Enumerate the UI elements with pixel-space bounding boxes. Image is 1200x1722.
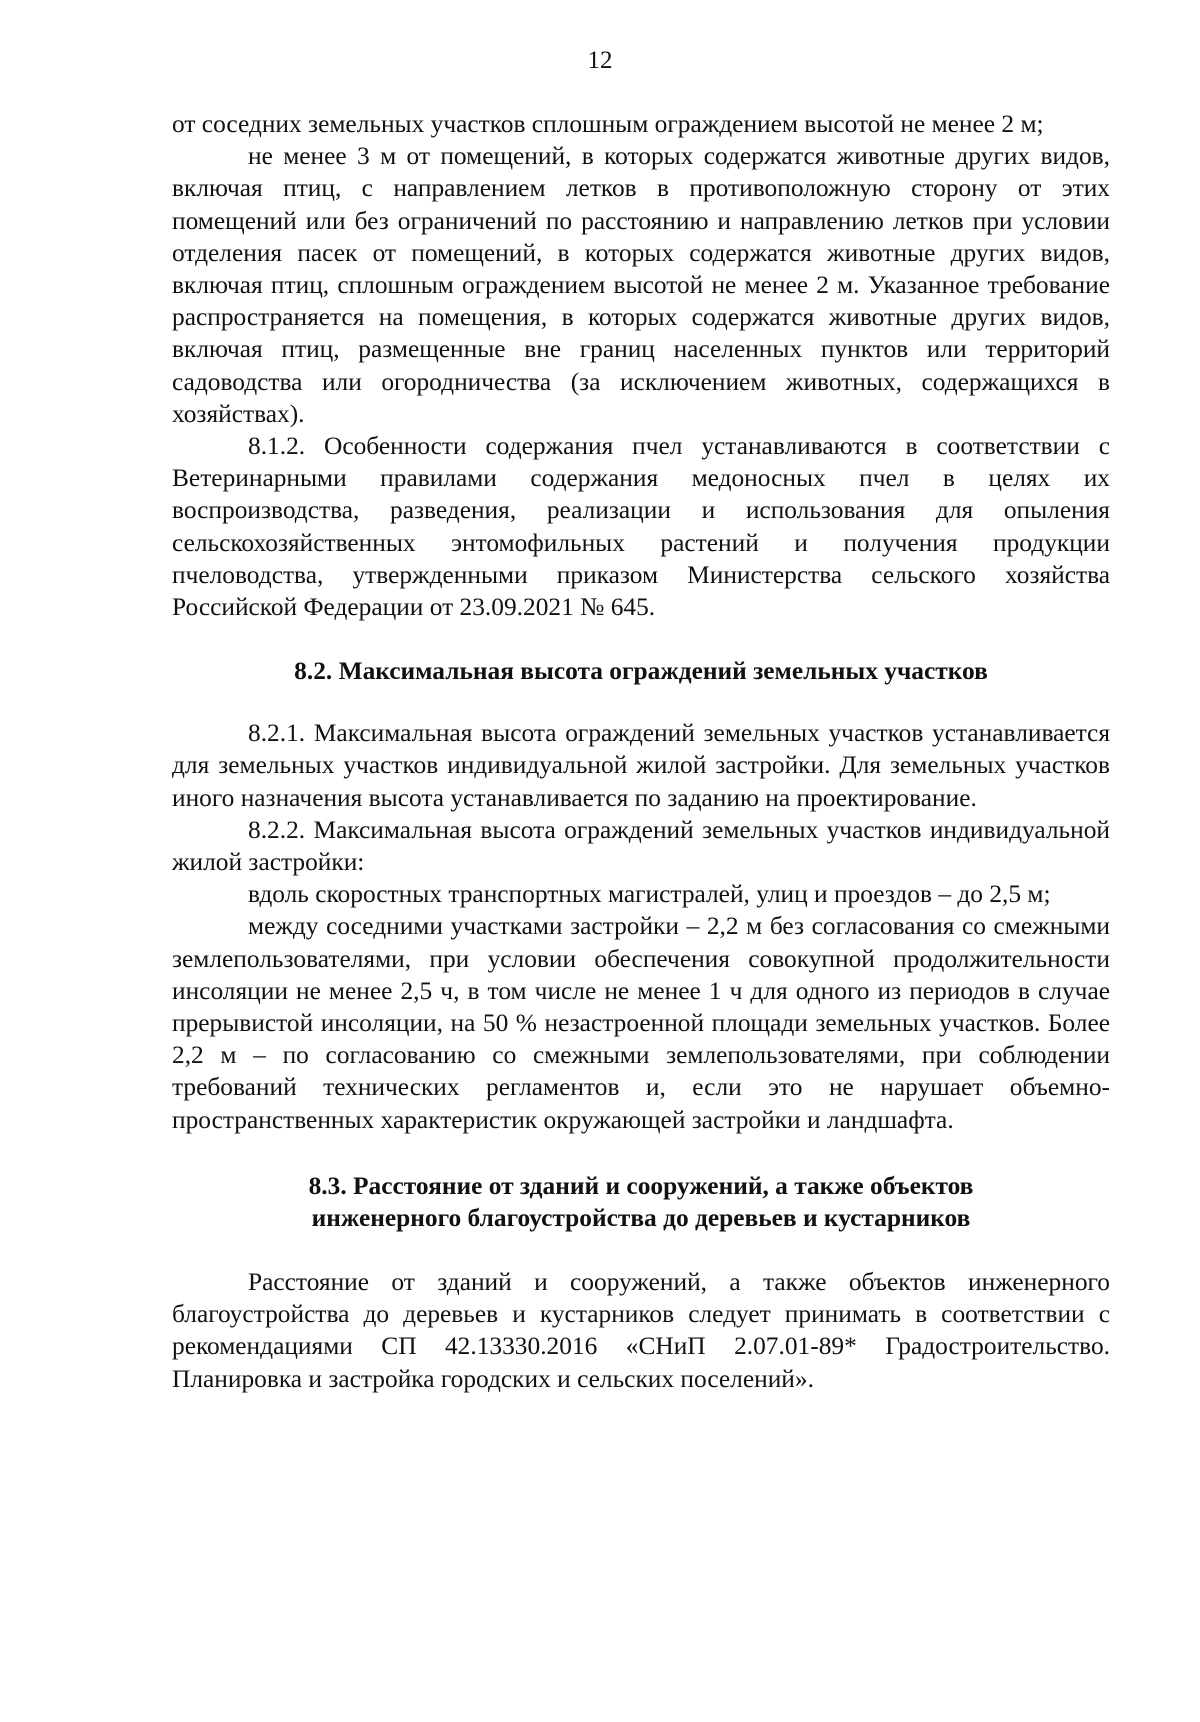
- section-heading-8-3-line-2: инженерного благоустройства до деревьев и кустарников: [311, 1203, 971, 1232]
- paragraph-along-highways: вдоль скоростных транспортных магистралей, улиц и проездов – до 2,5 м;: [248, 880, 1051, 909]
- paragraph-8-1-2: 8.1.2. Особенности содержания пчел устанавливаются в соответствии с Ветеринарными правилами содержания медоносных пчел в целях их воспроизводства, разведения, реализации и использования для опыления сельскохозяйственных энтомофильных растений и получения продукции пчеловодства, утвержденными приказом Министерства сельского хозяйства Российской Федерации от 23.09.2021 № 645.: [172, 432, 1110, 622]
- section-heading-8-2: 8.2. Максимальная высота ограждений земельных участков: [294, 657, 988, 686]
- paragraph-8-2-1: 8.2.1. Максимальная высота ограждений земельных участков устанавливается для земельных участков индивидуальной жилой застройки. Для земельных участков иного назначения высота устанавливается по заданию на проектирование.: [172, 719, 1110, 812]
- paragraph-apiary-distance: не менее 3 м от помещений, в которых содержатся животные других видов, включая птиц, с направлением летков в противоположную сторону от этих помещений или без ограничений по расстоянию и направлению летков при условии отделения пасек от помещений, в которых содержатся животные других видов, включая птиц, сплошным ограждением высотой не менее 2 м. Указанное требование распространяется на помещения, в которых содержатся животные других видов, включая птиц, размещенные вне границ населенных пунктов или территорий садоводства или огородничества (за исключением животных, содержащихся в хозяйствах).: [172, 142, 1110, 428]
- paragraph-8-2-2: 8.2.2. Максимальная высота ограждений земельных участков индивидуальной жилой застройки:: [172, 815, 1110, 877]
- section-heading-8-3-line-1: 8.3. Расстояние от зданий и сооружений, а также объектов: [308, 1171, 974, 1200]
- document-body: [172, 108, 1110, 1395]
- section-heading-8-3: [172, 1170, 1110, 1234]
- paragraph-8-3: Расстояние от зданий и сооружений, а также объектов инженерного благоустройства до деревьев и кустарников следует принимать в соответствии с рекомендациями СП 42.13330.2016 «СНиП 2.07.01-89* Градостроительство. Планировка и застройка городских и сельских поселений».: [172, 1267, 1110, 1393]
- paragraph-continuation: от соседних земельных участков сплошным ограждением высотой не менее 2 м;: [172, 110, 1044, 138]
- paragraph-between-plots: между соседними участками застройки – 2,2 м без согласования со смежными землепользователями, при условии обеспечения совокупной продолжительности инсоляции не менее 2,5 ч, в том числе не менее 1 ч для одного из периодов в случае прерывистой инсоляции, на 50 % незастроенной площади земельных участков. Более 2,2 м – по согласованию со смежными землепользователями, при соблюдении требований технических регламентов и, если это не нарушает объемно-пространственных характеристик окружающей застройки и ландшафта.: [172, 912, 1110, 1134]
- page-number: 12: [587, 47, 613, 74]
